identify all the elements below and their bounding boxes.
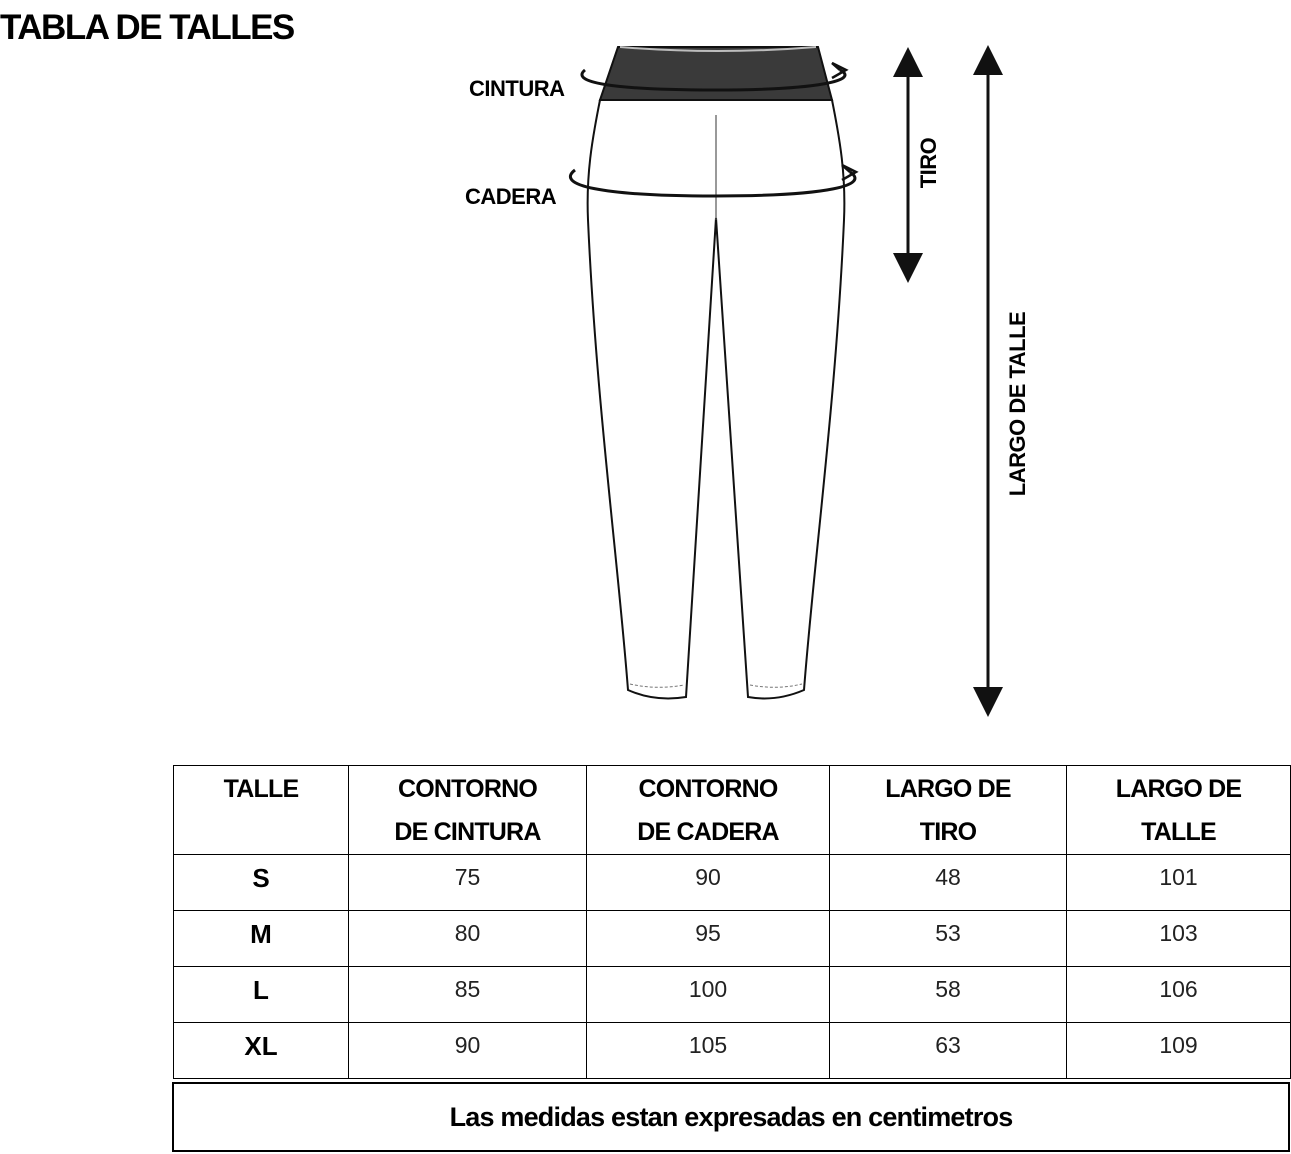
size-cell: L <box>174 967 349 1023</box>
header-length: LARGO DE TALLE <box>1067 766 1291 855</box>
hip-cell: 90 <box>587 855 830 911</box>
rise-cell: 58 <box>830 967 1067 1023</box>
hip-cell: 100 <box>587 967 830 1023</box>
header-hip: CONTORNO DE CADERA <box>587 766 830 855</box>
page-title: TABLA DE TALLES <box>0 8 294 47</box>
waist-label: CINTURA <box>469 76 565 101</box>
table-header-row <box>174 766 1291 855</box>
header-size: TALLE <box>174 766 349 855</box>
table-row <box>174 967 1291 1023</box>
hip-cell: 95 <box>587 911 830 967</box>
rise-cell: 53 <box>830 911 1067 967</box>
length-cell: 109 <box>1067 1023 1291 1079</box>
header-rise: LARGO DE TIRO <box>830 766 1067 855</box>
size-cell: S <box>174 855 349 911</box>
waist-cell: 80 <box>349 911 587 967</box>
waist-cell: 75 <box>349 855 587 911</box>
rise-cell: 48 <box>830 855 1067 911</box>
waistband <box>600 47 832 100</box>
size-cell: M <box>174 911 349 967</box>
size-cell: XL <box>174 1023 349 1079</box>
length-cell: 106 <box>1067 967 1291 1023</box>
waist-cell: 90 <box>349 1023 587 1079</box>
length-cell: 101 <box>1067 855 1291 911</box>
header-waist: CONTORNO DE CINTURA <box>349 766 587 855</box>
hip-cell: 105 <box>587 1023 830 1079</box>
rise-label: TIRO <box>916 137 941 189</box>
table-row <box>174 1023 1291 1079</box>
table-row <box>174 855 1291 911</box>
units-note: Las medidas estan expresadas en centimetros <box>172 1082 1290 1152</box>
table-row <box>174 911 1291 967</box>
length-cell: 103 <box>1067 911 1291 967</box>
rise-cell: 63 <box>830 1023 1067 1079</box>
size-table <box>173 765 1291 1079</box>
waist-cell: 85 <box>349 967 587 1023</box>
length-label: LARGO DE TALLE <box>1005 311 1030 497</box>
hip-label: CADERA <box>465 184 557 209</box>
